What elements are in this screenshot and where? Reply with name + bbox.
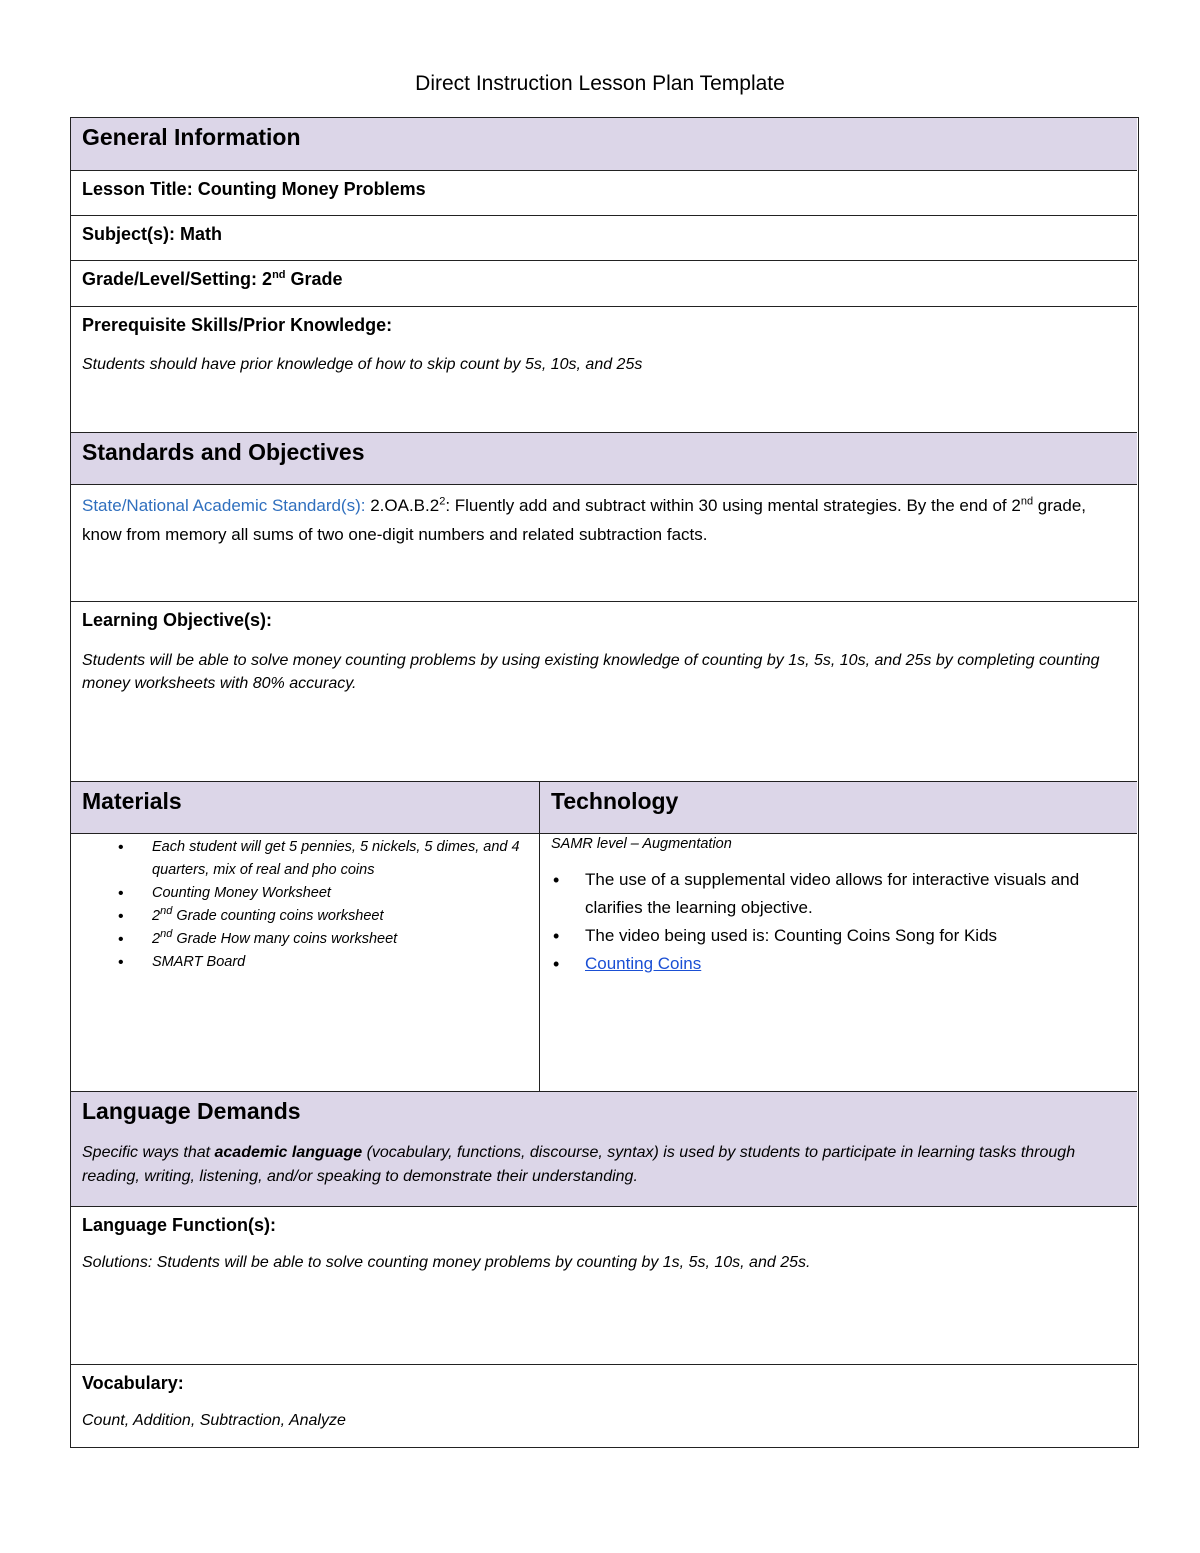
grade-level (82, 269, 1126, 290)
grade-sup: nd (272, 269, 286, 281)
materials-item-text: 2 (152, 931, 161, 947)
language-function-text: Solutions: Students will be able to solve counting money problems by counting by 1s, 5s, 10s, and 25s. (82, 1254, 811, 1271)
materials-item-text: Each student will get 5 pennies, 5 nickels, 5 dimes, and 4 quarters, mix of real and pho coins (152, 839, 520, 878)
materials-item-rest: Grade counting coins worksheet (172, 908, 384, 924)
prereq-label: Prerequisite Skills/Prior Knowledge: (82, 315, 393, 335)
materials-heading: Materials (82, 788, 182, 814)
standard-text-b: grade, know from memory all sums of two one-digit numbers and related subtraction facts. (82, 496, 1087, 544)
standard-code: 2.OA.B.2 (365, 496, 440, 515)
language-function-label: Language Function(s): (82, 1215, 276, 1235)
lesson-title-row (71, 171, 1137, 216)
materials-item-sup: nd (160, 905, 173, 918)
materials-header (71, 782, 539, 834)
technology-cell (539, 834, 1137, 1092)
lesson-plan-table (70, 117, 1139, 1448)
technology-heading: Technology (551, 788, 679, 814)
technology-header (539, 782, 1137, 834)
vocabulary-row (71, 1365, 1137, 1447)
materials-item (82, 951, 528, 974)
technology-item: • The video being used is: Counting Coins Song for Kids (551, 922, 1126, 950)
language-desc-b: (vocabulary, functions, discourse, syntax) is used by students to participate in learning tasks through reading, writing, listening, and/or speaking to demonstrate their understanding. (82, 1144, 1076, 1185)
document-title: Direct Instruction Lesson Plan Template (415, 72, 785, 95)
prereq-row (71, 307, 1137, 433)
technology-item: • The use of a supplemental video allows for interactive visuals and clarifies the learning objective. (551, 866, 1126, 922)
objective-row (71, 602, 1137, 782)
objective-label: Learning Objective(s): (82, 610, 273, 630)
general-info-header (71, 118, 1137, 171)
standard-code-sup: 2 (439, 495, 446, 508)
grade-row (71, 261, 1137, 307)
standard-label: State/National Academic Standard(s): (82, 496, 366, 515)
counting-coins-link[interactable]: Counting Coins (585, 954, 702, 973)
language-function-row (71, 1207, 1137, 1365)
language-description (82, 1141, 1126, 1189)
language-heading: Language Demands (82, 1098, 301, 1124)
vocabulary-text: Count, Addition, Subtraction, Analyze (82, 1412, 346, 1429)
general-info-heading: General Information (82, 124, 301, 150)
materials-item (82, 905, 528, 928)
technology-list (551, 866, 1126, 978)
materials-item-text: SMART Board (152, 954, 246, 970)
standard-text (82, 491, 1126, 549)
objective-text: Students will be able to solve money counting problems by using existing knowledge of counting by 1s, 5s, 10s, and 25s by completing counting money worksheets with 80% accuracy. (82, 652, 1100, 692)
materials-list (82, 836, 528, 974)
materials-item (82, 928, 528, 951)
subjects-row (71, 216, 1137, 261)
technology-item (551, 950, 1126, 978)
materials-item-text: Counting Money Worksheet (152, 885, 331, 901)
materials-item-sup: nd (160, 928, 173, 941)
language-header (71, 1092, 1137, 1207)
materials-item-text: 2 (152, 908, 161, 924)
subjects: Subject(s): Math (82, 224, 223, 244)
standard-text-a: : Fluently add and subtract within 30 using mental strategies. By the end of 2 (445, 496, 1021, 515)
vocabulary-label: Vocabulary: (82, 1373, 184, 1393)
grade-prefix: Grade/Level/Setting: 2 (82, 269, 273, 289)
materials-cell (71, 834, 539, 1092)
language-desc-bold: academic language (214, 1144, 363, 1161)
materials-item-rest: Grade How many coins worksheet (172, 931, 398, 947)
materials-item (82, 882, 528, 905)
standard-row (71, 485, 1137, 602)
samr-level: SAMR level – Augmentation (551, 836, 732, 852)
standards-heading: Standards and Objectives (82, 439, 365, 465)
standard-text-sup: nd (1020, 495, 1034, 508)
grade-suffix: Grade (285, 269, 343, 289)
materials-item (82, 836, 528, 882)
language-desc-a: Specific ways that (82, 1144, 215, 1161)
lesson-title: Lesson Title: Counting Money Problems (82, 179, 426, 199)
standards-header (71, 433, 1137, 485)
prereq-text: Students should have prior knowledge of how to skip count by 5s, 10s, and 25s (82, 356, 643, 373)
